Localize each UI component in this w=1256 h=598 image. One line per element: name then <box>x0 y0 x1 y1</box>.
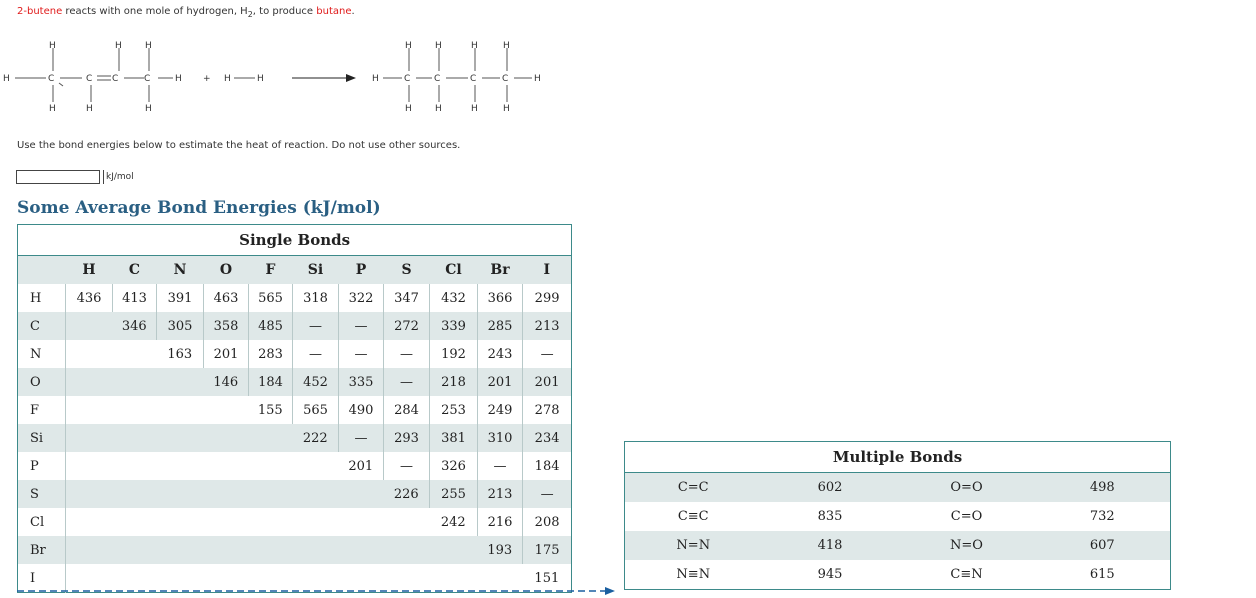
column-header: H <box>66 256 113 285</box>
multiple-bonds-body <box>625 473 1171 590</box>
bond-energy-cell <box>113 480 157 508</box>
bond-energy-cell: 226 <box>384 480 430 508</box>
bond-energy-cell: 346 <box>113 312 157 340</box>
row-label: O <box>18 368 66 396</box>
bond-type-cell: O=O <box>899 473 1035 503</box>
bond-energy-cell: 565 <box>249 284 293 312</box>
bond-energy-cell: 615 <box>1035 560 1171 590</box>
bond-energy-cell: 463 <box>204 284 249 312</box>
table-row <box>18 480 572 508</box>
bond-energy-cell <box>249 452 293 480</box>
prompt-text-b: , to produce <box>252 6 314 17</box>
bond-type-cell: C≡C <box>625 502 762 531</box>
bond-energy-cell: 201 <box>523 368 572 396</box>
bond-energy-cell: 565 <box>293 396 339 424</box>
svg-text:C: C <box>470 74 477 84</box>
column-header: Br <box>478 256 523 285</box>
bond-energy-cell: 436 <box>66 284 113 312</box>
svg-text:C: C <box>112 74 119 84</box>
row-label: N <box>18 340 66 368</box>
h2-subscript: 2 <box>247 10 253 19</box>
svg-text:H: H <box>471 41 478 51</box>
bond-energy-cell <box>293 536 339 564</box>
bond-energy-cell: 163 <box>157 340 204 368</box>
column-header: F <box>249 256 293 285</box>
bond-energy-cell <box>249 424 293 452</box>
bond-energy-cell <box>293 480 339 508</box>
reaction-arrow <box>292 74 356 82</box>
bond-energy-cell: 326 <box>430 452 478 480</box>
column-header: S <box>384 256 430 285</box>
table-row <box>18 452 572 480</box>
row-label: Br <box>18 536 66 564</box>
bond-energy-cell: 192 <box>430 340 478 368</box>
bond-energy-cell: 184 <box>249 368 293 396</box>
column-header: O <box>204 256 249 285</box>
bond-energy-cell: 339 <box>430 312 478 340</box>
bond-energy-cell: 249 <box>478 396 523 424</box>
bond-energy-cell: 285 <box>478 312 523 340</box>
bond-energy-cell <box>66 508 113 536</box>
bond-type-cell: N=N <box>625 531 762 560</box>
svg-text:H: H <box>86 104 93 114</box>
bond-energy-cell: 155 <box>249 396 293 424</box>
svg-text:H: H <box>49 41 56 51</box>
bond-energy-cell: 335 <box>339 368 384 396</box>
bond-energy-cell: 381 <box>430 424 478 452</box>
heat-of-reaction-input[interactable] <box>16 170 100 184</box>
bond-energy-cell: 272 <box>384 312 430 340</box>
bond-energy-cell: 208 <box>523 508 572 536</box>
bond-energy-cell <box>204 508 249 536</box>
bond-energy-cell <box>384 508 430 536</box>
row-label: F <box>18 396 66 424</box>
bond-energy-cell: 490 <box>339 396 384 424</box>
table-row <box>18 536 572 564</box>
prompt-text-a: reacts with one mole of hydrogen, H <box>65 6 248 17</box>
bond-energy-cell <box>249 536 293 564</box>
answer-unit: kJ/mol <box>103 170 134 184</box>
bond-energy-cell <box>157 508 204 536</box>
bond-energy-cell <box>66 368 113 396</box>
row-label: I <box>18 564 66 593</box>
bond-energy-cell: 201 <box>204 340 249 368</box>
svg-text:H: H <box>115 41 122 51</box>
svg-text:H: H <box>372 74 379 84</box>
svg-text:C: C <box>434 74 441 84</box>
bond-energy-cell: 732 <box>1035 502 1171 531</box>
single-bonds-body <box>18 284 572 593</box>
bond-energy-cell <box>157 452 204 480</box>
bond-energy-cell: 391 <box>157 284 204 312</box>
bond-energy-cell <box>157 536 204 564</box>
svg-text:H: H <box>435 104 442 114</box>
multiple-bonds-caption: Multiple Bonds <box>625 442 1171 473</box>
bond-energy-cell: 284 <box>384 396 430 424</box>
bond-energy-cell: 318 <box>293 284 339 312</box>
bond-energy-cell: 945 <box>762 560 899 590</box>
bond-energy-cell: — <box>384 368 430 396</box>
bond-energy-cell: 602 <box>762 473 899 503</box>
bond-energy-cell <box>157 424 204 452</box>
table-title: Some Average Bond Energies (kJ/mol) <box>17 198 381 218</box>
bond-energy-cell <box>204 396 249 424</box>
bond-energy-cell <box>113 368 157 396</box>
bond-type-cell: C≡N <box>899 560 1035 590</box>
bond-energy-cell: 193 <box>478 536 523 564</box>
table-connector <box>17 587 617 595</box>
svg-text:H: H <box>435 41 442 51</box>
bond-energy-cell: 322 <box>339 284 384 312</box>
arrow-head-icon <box>605 587 615 595</box>
column-header: I <box>523 256 572 285</box>
bond-energy-cell: 305 <box>157 312 204 340</box>
prompt-end: . <box>351 6 355 17</box>
table-row <box>18 284 572 312</box>
plus-sign: + <box>203 74 211 84</box>
reactant-name: 2-butene <box>17 6 63 17</box>
bond-energy-cell: 213 <box>478 480 523 508</box>
column-header: Si <box>293 256 339 285</box>
bond-energy-cell <box>204 452 249 480</box>
bond-energy-cell: 216 <box>478 508 523 536</box>
product-name: butane <box>316 6 352 17</box>
svg-text:H: H <box>405 104 412 114</box>
bond-energy-cell <box>113 340 157 368</box>
bond-energy-cell: 253 <box>430 396 478 424</box>
multiple-bonds-table <box>624 441 1171 590</box>
bond-energy-cell: 432 <box>430 284 478 312</box>
svg-text:H: H <box>145 41 152 51</box>
bond-energy-cell: 242 <box>430 508 478 536</box>
svg-text:H: H <box>49 104 56 114</box>
bond-energy-cell: 452 <box>293 368 339 396</box>
bond-energy-cell: 151 <box>523 564 572 593</box>
corner-cell <box>18 256 66 285</box>
column-header: Cl <box>430 256 478 285</box>
bond-energy-cell <box>157 480 204 508</box>
svg-text:H: H <box>534 74 541 84</box>
bond-energy-cell <box>113 424 157 452</box>
bond-energy-cell <box>66 312 113 340</box>
svg-text:H: H <box>503 104 510 114</box>
bond-type-cell: C=O <box>899 502 1035 531</box>
bond-energy-cell: — <box>339 424 384 452</box>
bond-energy-cell: — <box>384 452 430 480</box>
bond-energy-cell <box>384 536 430 564</box>
bond-energy-cell <box>66 452 113 480</box>
bond-energy-cell <box>157 396 204 424</box>
column-header: N <box>157 256 204 285</box>
svg-text:H: H <box>471 104 478 114</box>
bond-energy-cell: 201 <box>478 368 523 396</box>
single-bonds-caption: Single Bonds <box>18 225 572 256</box>
bond-energy-cell: — <box>293 340 339 368</box>
column-header: C <box>113 256 157 285</box>
table-row <box>625 502 1171 531</box>
bond-energy-cell: 278 <box>523 396 572 424</box>
instruction-text: Use the bond energies below to estimate the heat of reaction. Do not use other sources. <box>17 140 461 151</box>
bond-energy-cell <box>249 480 293 508</box>
bond-energy-cell: 293 <box>384 424 430 452</box>
h2-right-atom: H <box>257 74 264 84</box>
bond-energy-cell: 347 <box>384 284 430 312</box>
column-header-row <box>18 256 572 285</box>
bond-energy-cell: 201 <box>339 452 384 480</box>
svg-text:H: H <box>503 41 510 51</box>
bond-energy-cell: 222 <box>293 424 339 452</box>
bond-energy-cell: 366 <box>478 284 523 312</box>
column-header: P <box>339 256 384 285</box>
bond-energy-cell: — <box>293 312 339 340</box>
bond-energy-cell: 310 <box>478 424 523 452</box>
table-row <box>18 340 572 368</box>
bond-energy-cell: 283 <box>249 340 293 368</box>
bond-energy-cell <box>66 424 113 452</box>
bond-energy-cell <box>113 452 157 480</box>
bond-energy-cell: 255 <box>430 480 478 508</box>
svg-text:C: C <box>404 74 411 84</box>
table-row <box>18 424 572 452</box>
bond-energy-cell: — <box>523 480 572 508</box>
table-row <box>18 368 572 396</box>
row-label: H <box>18 284 66 312</box>
table-row <box>18 312 572 340</box>
h2-left-atom: H <box>224 74 231 84</box>
bond-energy-cell: — <box>339 312 384 340</box>
reaction-diagram <box>0 28 560 128</box>
bond-energy-cell <box>66 480 113 508</box>
bond-energy-cell: 498 <box>1035 473 1171 503</box>
row-label: Si <box>18 424 66 452</box>
svg-text:H: H <box>405 41 412 51</box>
bond-energy-cell: — <box>523 340 572 368</box>
bond-energy-cell <box>204 536 249 564</box>
bond-energy-cell: 243 <box>478 340 523 368</box>
bond-type-cell: N≡N <box>625 560 762 590</box>
svg-text:C: C <box>86 74 93 84</box>
bond-energy-cell <box>293 508 339 536</box>
question-prompt <box>17 6 355 19</box>
row-label: P <box>18 452 66 480</box>
bond-energy-cell <box>66 396 113 424</box>
svg-text:H: H <box>3 74 10 84</box>
bond-energy-cell: 146 <box>204 368 249 396</box>
table-row <box>625 473 1171 503</box>
table-row <box>625 531 1171 560</box>
bond-energy-cell: 175 <box>523 536 572 564</box>
svg-text:C: C <box>48 74 55 84</box>
bond-energy-cell: 835 <box>762 502 899 531</box>
bond-energy-cell <box>339 536 384 564</box>
row-label: C <box>18 312 66 340</box>
bond-energy-cell: 234 <box>523 424 572 452</box>
bond-energy-cell <box>249 508 293 536</box>
row-label: S <box>18 480 66 508</box>
bond-energy-cell: 299 <box>523 284 572 312</box>
table-row <box>625 560 1171 590</box>
bond-energy-cell <box>113 536 157 564</box>
bond-energy-cell <box>430 536 478 564</box>
bond-energy-cell: 213 <box>523 312 572 340</box>
bond-energy-cell: 418 <box>762 531 899 560</box>
bond-energy-cell <box>157 368 204 396</box>
single-bonds-table <box>17 224 572 593</box>
bond-energy-cell: 413 <box>113 284 157 312</box>
bond-energy-cell: — <box>339 340 384 368</box>
svg-text:H: H <box>175 74 182 84</box>
bond-energy-cell: — <box>384 340 430 368</box>
svg-text:C: C <box>144 74 151 84</box>
answer-row <box>16 170 134 184</box>
table-row <box>18 396 572 424</box>
table-row <box>18 508 572 536</box>
bond-energy-cell <box>204 480 249 508</box>
bond-energy-cell: 218 <box>430 368 478 396</box>
bond-energy-cell <box>113 396 157 424</box>
bond-energy-cell <box>204 424 249 452</box>
svg-text:H: H <box>145 104 152 114</box>
svg-text:C: C <box>502 74 509 84</box>
bond-energy-cell <box>66 536 113 564</box>
bond-energy-cell <box>339 508 384 536</box>
row-label: Cl <box>18 508 66 536</box>
bond-energy-cell: 184 <box>523 452 572 480</box>
bond-energy-cell: 607 <box>1035 531 1171 560</box>
bond-energy-cell: 358 <box>204 312 249 340</box>
bond-type-cell: N=O <box>899 531 1035 560</box>
bond-energy-cell <box>339 480 384 508</box>
bond-energy-cell: — <box>478 452 523 480</box>
bond-energy-cell <box>113 508 157 536</box>
bond-energy-cell <box>293 452 339 480</box>
bond-type-cell: C=C <box>625 473 762 503</box>
bond-energy-cell: 485 <box>249 312 293 340</box>
bond-energy-cell <box>66 340 113 368</box>
